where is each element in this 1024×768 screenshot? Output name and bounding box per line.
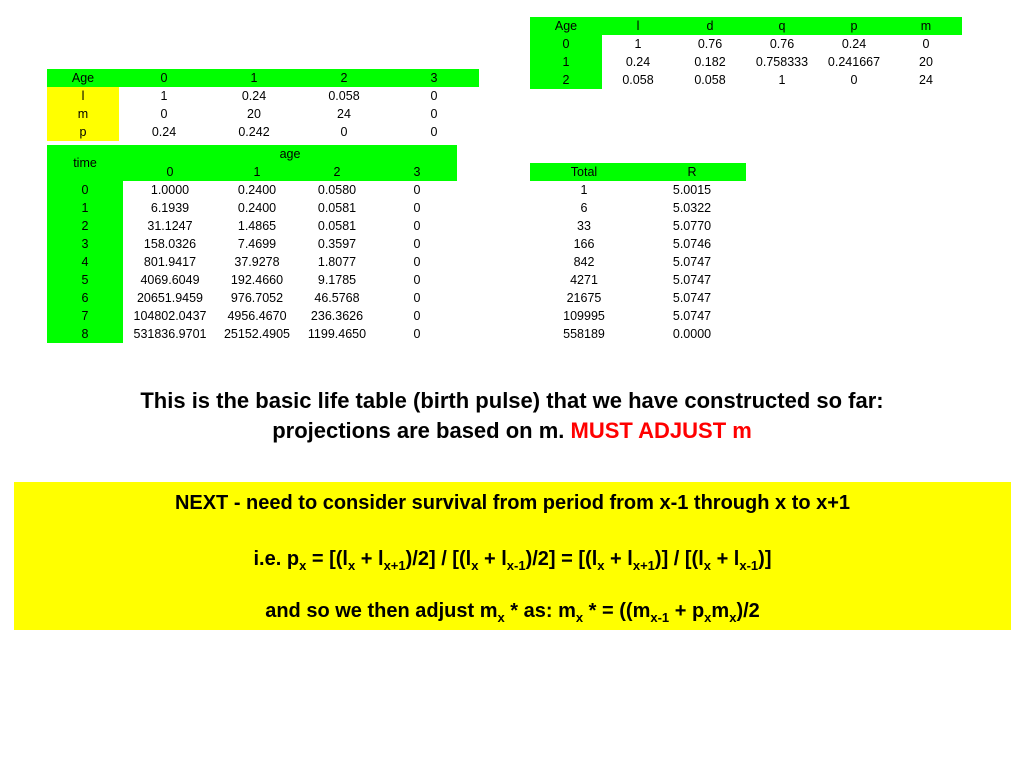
- formula-text: * = ((m: [583, 600, 651, 622]
- table-cell: 4956.4670: [227, 309, 287, 323]
- formula-sub: x: [575, 610, 584, 625]
- age-header: age: [123, 145, 457, 163]
- table-cell: 6.1939: [150, 201, 190, 215]
- table-cell: 0.2400: [237, 183, 277, 197]
- table-cell: 0: [413, 219, 421, 233]
- table-row: [530, 35, 962, 53]
- header-cell: Age: [530, 17, 602, 35]
- formula-sub: x: [347, 558, 356, 573]
- time-header: time: [47, 145, 123, 181]
- table-row: [530, 271, 746, 289]
- table-cell: 5.0747: [672, 291, 712, 305]
- row-label-cell: 1: [47, 199, 123, 217]
- table-cell: 0.24: [151, 125, 177, 139]
- table-cell: 0: [850, 73, 858, 87]
- table-header-row: [530, 163, 746, 181]
- table-cell: 1.4865: [237, 219, 277, 233]
- formula-text: + l: [604, 548, 633, 570]
- table-row: [530, 253, 746, 271]
- table-cell: 558189: [563, 327, 605, 341]
- table-cell: 5.0747: [672, 309, 712, 323]
- header-cell: Total: [530, 163, 638, 181]
- table-cell: 0.758333: [755, 55, 809, 69]
- formula-sub: x: [471, 558, 479, 573]
- table-cell: 0.24: [841, 37, 867, 51]
- table-row: [530, 307, 746, 325]
- table-cell: 842: [573, 255, 595, 269]
- table-cell: 0: [413, 291, 421, 305]
- table-cell: 24: [337, 107, 351, 121]
- table-cell: 0.182: [694, 55, 726, 69]
- formula-text: + l: [478, 548, 507, 570]
- table-cell: 0.0000: [672, 327, 712, 341]
- formula-text: + l: [711, 548, 740, 570]
- totals-table: [530, 163, 746, 343]
- table-cell: 0: [413, 237, 421, 251]
- caption: [40, 386, 984, 446]
- row-label-cell: 0: [47, 181, 123, 199]
- table-cell: 5.0747: [672, 255, 712, 269]
- table-cell: 20: [247, 107, 261, 121]
- table-cell: 1.8077: [317, 255, 357, 269]
- table-row: [530, 325, 746, 343]
- table-cell: 24: [919, 73, 933, 87]
- table-row: [47, 217, 457, 235]
- table-cell: 0: [413, 255, 421, 269]
- table-header-row: [47, 145, 457, 163]
- table-cell: 109995: [563, 309, 605, 323]
- header-cell: q: [746, 17, 818, 35]
- table-cell: 0.0581: [317, 219, 357, 233]
- table-cell: 0: [430, 107, 438, 121]
- formula-text: and so we then adjust m: [265, 600, 498, 622]
- formula-sub: x: [704, 610, 712, 625]
- formula-text: * as: m: [504, 600, 576, 622]
- row-label-cell: 0: [530, 35, 602, 53]
- table-cell: 0.0580: [317, 183, 357, 197]
- row-label-cell: 8: [47, 325, 123, 343]
- note-formula-m: [14, 600, 1011, 623]
- table-cell: 0.76: [769, 37, 795, 51]
- formula-sub: x: [729, 610, 737, 625]
- table-cell: 1.0000: [150, 183, 190, 197]
- table-cell: 1: [160, 89, 168, 103]
- formula-text: )/2: [736, 600, 760, 622]
- age-parameter-table: [530, 17, 962, 89]
- formula-text: i.e. p: [253, 548, 300, 570]
- table-row: [47, 325, 457, 343]
- header-cell: p: [818, 17, 890, 35]
- table-row: [47, 181, 457, 199]
- table-cell: 7.4699: [237, 237, 277, 251]
- table-cell: 0: [430, 89, 438, 103]
- formula-sub: x: [703, 558, 712, 573]
- table-row: [47, 253, 457, 271]
- age-col-header: 1: [217, 163, 297, 181]
- table-cell: 5.0746: [672, 237, 712, 251]
- header-cell: 2: [299, 69, 389, 87]
- table-cell: 0: [413, 327, 421, 341]
- table-cell: 0.058: [328, 89, 360, 103]
- formula-sub: x-1: [650, 610, 670, 625]
- table-cell: 1: [580, 183, 588, 197]
- formula-sub: x-1: [506, 558, 526, 573]
- table-cell: 20: [919, 55, 933, 69]
- formula-text: )] / [(l: [654, 548, 704, 570]
- table-cell: 37.9278: [234, 255, 280, 269]
- table-row: [47, 289, 457, 307]
- table-cell: 1: [778, 73, 786, 87]
- projection-table: [47, 145, 457, 343]
- table-cell: 9.1785: [317, 273, 357, 287]
- table-cell: 5.0322: [672, 201, 712, 215]
- row-label-cell: 2: [47, 217, 123, 235]
- note-line-1: NEXT - need to consider survival from period from x-1 through x to x+1: [174, 492, 851, 514]
- table-row: [47, 199, 457, 217]
- table-cell: 33: [577, 219, 591, 233]
- row-label-cell: 4: [47, 253, 123, 271]
- table-cell: 0: [413, 309, 421, 323]
- table-row: [530, 53, 962, 71]
- table-row: [530, 71, 962, 89]
- formula-sub: x+1: [383, 558, 406, 573]
- header-cell: m: [890, 17, 962, 35]
- formula-text: + l: [355, 548, 384, 570]
- caption-line-2: [40, 416, 984, 446]
- table-header-row: [47, 69, 479, 87]
- age-col-header: 0: [123, 163, 217, 181]
- table-row: [47, 87, 479, 105]
- table-cell: 0: [922, 37, 930, 51]
- formula-sub: x: [299, 558, 307, 573]
- age-col-header: 2: [297, 163, 377, 181]
- table-cell: 166: [573, 237, 595, 251]
- table-cell: 0.3597: [317, 237, 357, 251]
- table-cell: 0.0581: [317, 201, 357, 215]
- table-cell: 104802.0437: [133, 309, 207, 323]
- table-row: [47, 271, 457, 289]
- row-label-cell: l: [47, 87, 119, 105]
- table-row: [47, 123, 479, 141]
- header-cell: Age: [47, 69, 119, 87]
- table-row: [47, 105, 479, 123]
- formula-text: )]: [758, 548, 772, 570]
- formula-sub: x: [597, 558, 605, 573]
- table-cell: 0: [160, 107, 168, 121]
- table-cell: 4271: [570, 273, 598, 287]
- table-header-row: [530, 17, 962, 35]
- formula-text: + p: [669, 600, 705, 622]
- table-cell: 1199.4650: [307, 327, 367, 341]
- table-cell: 21675: [566, 291, 602, 305]
- row-label-cell: 7: [47, 307, 123, 325]
- header-cell: l: [602, 17, 674, 35]
- table-cell: 192.4660: [230, 273, 284, 287]
- row-label-cell: 3: [47, 235, 123, 253]
- row-label-cell: p: [47, 123, 119, 141]
- formula-text: )/2] = [(l: [525, 548, 598, 570]
- table-cell: 158.0326: [143, 237, 197, 251]
- formula-sub: x+1: [632, 558, 655, 573]
- row-label-cell: 2: [530, 71, 602, 89]
- table-cell: 0.241667: [827, 55, 881, 69]
- formula-sub: x-1: [739, 558, 759, 573]
- formula-text: m: [711, 600, 730, 622]
- table-cell: 1: [634, 37, 642, 51]
- table-cell: 0: [430, 125, 438, 139]
- caption-highlight: MUST ADJUST m: [570, 418, 752, 443]
- table-cell: 0.24: [625, 55, 651, 69]
- note-box: [14, 482, 1011, 630]
- table-cell: 5.0015: [672, 183, 712, 197]
- table-cell: 5.0770: [672, 219, 712, 233]
- table-cell: 0.76: [697, 37, 723, 51]
- row-label-cell: m: [47, 105, 119, 123]
- row-label-cell: 5: [47, 271, 123, 289]
- header-cell: d: [674, 17, 746, 35]
- table-cell: 6: [580, 201, 588, 215]
- table-row: [530, 199, 746, 217]
- table-cell: 0.058: [694, 73, 726, 87]
- table-row: [530, 217, 746, 235]
- table-row: [47, 307, 457, 325]
- table-cell: 20651.9459: [136, 291, 204, 305]
- age-col-header: 3: [377, 163, 457, 181]
- life-table: [47, 69, 479, 141]
- table-cell: 0: [413, 201, 421, 215]
- table-cell: 31.1247: [147, 219, 193, 233]
- table-cell: 4069.6049: [140, 273, 200, 287]
- table-row: [530, 289, 746, 307]
- header-cell: 3: [389, 69, 479, 87]
- table-cell: 976.7052: [230, 291, 284, 305]
- table-cell: 0.242: [238, 125, 270, 139]
- header-cell: 0: [119, 69, 209, 87]
- header-cell: 1: [209, 69, 299, 87]
- table-cell: 0: [413, 273, 421, 287]
- table-cell: 5.0747: [672, 273, 712, 287]
- formula-text: = [(l: [306, 548, 348, 570]
- table-cell: 0: [413, 183, 421, 197]
- table-cell: 0.2400: [237, 201, 277, 215]
- table-cell: 25152.4905: [223, 327, 291, 341]
- table-row: [530, 181, 746, 199]
- table-cell: 236.3626: [310, 309, 364, 323]
- table-cell: 0.058: [622, 73, 654, 87]
- row-label-cell: 6: [47, 289, 123, 307]
- table-cell: 0: [340, 125, 348, 139]
- table-cell: 46.5768: [314, 291, 360, 305]
- table-cell: 0.24: [241, 89, 267, 103]
- caption-line-1: This is the basic life table (birth pulse) that we have constructed so far:: [140, 388, 884, 413]
- row-label-cell: 1: [530, 53, 602, 71]
- caption-text: projections are based on m.: [272, 418, 571, 443]
- table-row: [530, 235, 746, 253]
- table-row: [47, 235, 457, 253]
- formula-sub: x: [497, 610, 505, 625]
- formula-text: )/2] / [(l: [405, 548, 472, 570]
- note-formula-p: [14, 548, 1011, 571]
- table-cell: 531836.9701: [133, 327, 207, 341]
- header-cell: R: [638, 163, 746, 181]
- table-cell: 801.9417: [143, 255, 197, 269]
